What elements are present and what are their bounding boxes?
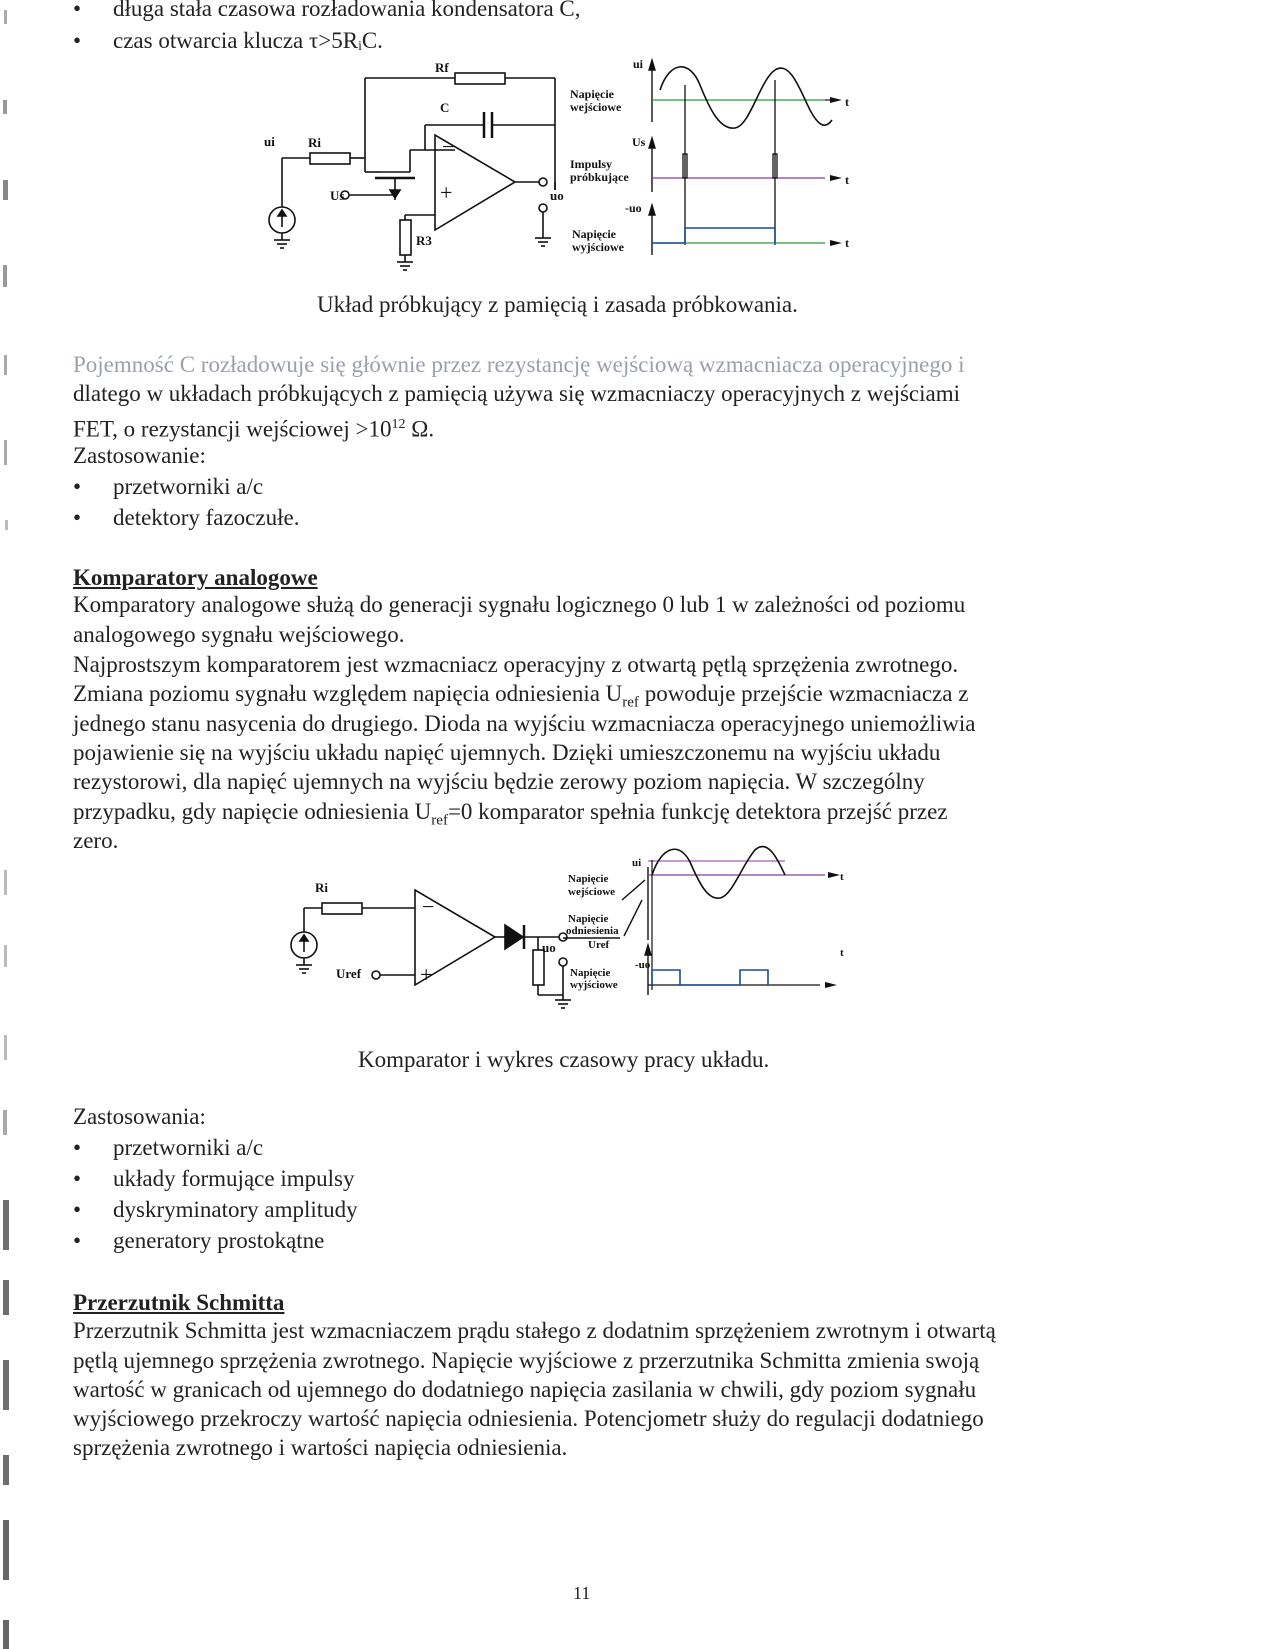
list-item-text: przetworniki a/c <box>113 1135 264 1160</box>
t-axis-label: t <box>845 236 849 250</box>
applications-label: Zastosowania: <box>73 1104 206 1129</box>
list-item-text: przetworniki a/c <box>113 474 264 499</box>
svg-text:Napięciewejściowe: Napięcie wejściowe <box>568 873 616 898</box>
section-heading: Przerzutnik Schmitta <box>73 1290 285 1315</box>
timing-ui-label: ui <box>632 857 642 869</box>
bullet-dot: • <box>73 1135 82 1160</box>
figure-caption: Układ próbkujący z pamięcią i zasada próbkowania. <box>317 292 798 317</box>
r3-resistor <box>400 220 411 255</box>
paragraph-line: analogowego sygnału wejściowego. <box>73 622 405 647</box>
timing-us-label: Us <box>632 135 646 149</box>
paragraph-line: rezystorowi, dla napięć ujemnych na wyjściu będzie zerowy poziom napięcia. W szczególny <box>73 769 925 794</box>
list-item-text: generatory prostokątne <box>113 1228 325 1253</box>
svg-text:+: + <box>440 180 453 205</box>
scan-edge-marks <box>0 0 28 1649</box>
ri-resistor <box>322 903 362 914</box>
comparator-timing-diagram <box>563 847 844 995</box>
svg-text:Napięciewyjściowe: Napięcie wyjściowe <box>572 227 624 254</box>
timing-uo-label: -uo <box>625 201 642 215</box>
timing-uo-label: -uo <box>635 959 651 971</box>
paragraph-line: FET, o rezystancji wejściowej $>10^{12}$ Ω. <box>73 416 435 442</box>
c-label: C <box>440 100 450 115</box>
sampling-circuit-figure <box>264 50 910 280</box>
paragraph-line: pętlą ujemnego sprzężenia zwrotnego. Napięcie wyjściowe z przerzutnika Schmitta zmienia swoją <box>73 1348 980 1373</box>
bullet-dot: • <box>73 1166 82 1191</box>
svg-text:Napięcieodniesienia: Napięcie odniesienia <box>566 913 619 937</box>
svg-text:−: − <box>442 134 455 159</box>
t-axis-label: t <box>840 947 844 959</box>
bullet-dot: • <box>73 1228 82 1253</box>
paragraph-line: zero. <box>73 828 119 853</box>
applications-label: Zastosowanie: <box>73 443 206 468</box>
svg-text:Impulsypróbkujące: Impulsy próbkujące <box>570 157 629 184</box>
paragraph-line: sprzężenia zwrotnego i wartości napięcia odniesienia. <box>73 1435 568 1460</box>
paragraph-line: wartość w granicach od ujemnego do dodatniego napięcia zasilania w chwili, gdy poziom sygnału <box>73 1377 977 1402</box>
paragraph-line: Komparatory analogowe służą do generacji sygnału logicznego 0 lub 1 w zależności od poziomu <box>73 592 966 617</box>
ui-label: ui <box>264 134 275 149</box>
t-axis-label: t <box>840 871 844 883</box>
t-axis-label: t <box>845 173 849 187</box>
bullet-dot: • <box>73 28 82 53</box>
bullet-dot: • <box>73 1197 82 1222</box>
diode-icon <box>505 925 523 949</box>
section-heading: Komparatory analogowe <box>73 565 318 590</box>
bullet-dot: • <box>73 0 82 21</box>
us-label: Us <box>330 188 345 203</box>
list-item-text: dyskryminatory amplitudy <box>113 1197 358 1222</box>
svg-text:−: − <box>422 894 435 919</box>
svg-text:Napięciewyjściowe: Napięcie wyjściowe <box>570 967 618 991</box>
r3-label: R3 <box>416 233 432 248</box>
ri-label: Ri <box>315 880 328 895</box>
page-number: 11 <box>573 1583 591 1603</box>
bullet-dot: • <box>73 505 82 530</box>
uref-label: Uref <box>336 966 362 981</box>
paragraph-line: Pojemność C rozładowuje się głównie przez rezystancję wejściową wzmacniacza operacyjnego i <box>73 352 965 377</box>
uo-label: uo <box>550 188 564 203</box>
t-axis-label: t <box>845 95 849 109</box>
list-item-text: układy formujące impulsy <box>113 1166 355 1191</box>
list-item-text: długa stała czasowa rozładowania kondensatora C, <box>113 0 581 21</box>
timing-input-label: Napięcie wejściowe <box>570 87 622 114</box>
bullet-dot: • <box>73 474 82 499</box>
paragraph-line: wyjściowego przekroczy wartość napięcia odniesienia. Potencjometr służy do regulacji dodatniego <box>73 1406 984 1431</box>
comparator-figure <box>280 857 900 1030</box>
rf-resistor <box>455 73 505 84</box>
paragraph-line: pojawienie się na wyjściu układu napięć ujemnych. Dzięki umieszczonemu na wyjściu układu <box>73 740 941 765</box>
ri-resistor <box>310 153 350 164</box>
sampling-timing-diagram <box>570 57 849 255</box>
ri-label: Ri <box>308 135 321 150</box>
rf-label: Rf <box>435 60 449 75</box>
paragraph-line: Przerzutnik Schmitta jest wzmacniaczem prądu stałego z dodatnim sprzężeniem zwrotnym i otwartą <box>73 1318 996 1343</box>
paragraph-line: jednego stanu nasycenia do drugiego. Dioda na wyjściu wzmacniacza operacyjnego uniemożliwia <box>73 711 976 736</box>
paragraph-line: Zmiana poziomu sygnału względem napięcia odniesienia $U_{ref}$ powoduje przejście wzmacniacza z <box>73 681 969 711</box>
paragraph-line: Najprostszym komparatorem jest wzmacniacz operacyjny z otwartą pętlą sprzężenia zwrotnego. <box>73 652 959 677</box>
svg-text:+: + <box>420 962 433 987</box>
timing-uref-label: Uref <box>588 939 610 951</box>
paragraph-line: dlatego w układach próbkujących z pamięcią używa się wzmacniaczy operacyjnych z wejściami <box>73 381 961 406</box>
timing-ui-label: ui <box>633 57 644 71</box>
paragraph-line: przypadku, gdy napięcie odniesienia $U_{ref}=0$ komparator spełnia funkcję detektora przejść przez <box>73 799 948 829</box>
list-item-text: czas otwarcia klucza τ>5RᵢC. <box>113 28 383 53</box>
uo-label: uo <box>542 940 556 955</box>
list-item-text: detektory fazoczułe. <box>113 505 300 530</box>
load-resistor <box>533 950 544 985</box>
figure-caption: Komparator i wykres czasowy pracy układu. <box>358 1047 770 1072</box>
